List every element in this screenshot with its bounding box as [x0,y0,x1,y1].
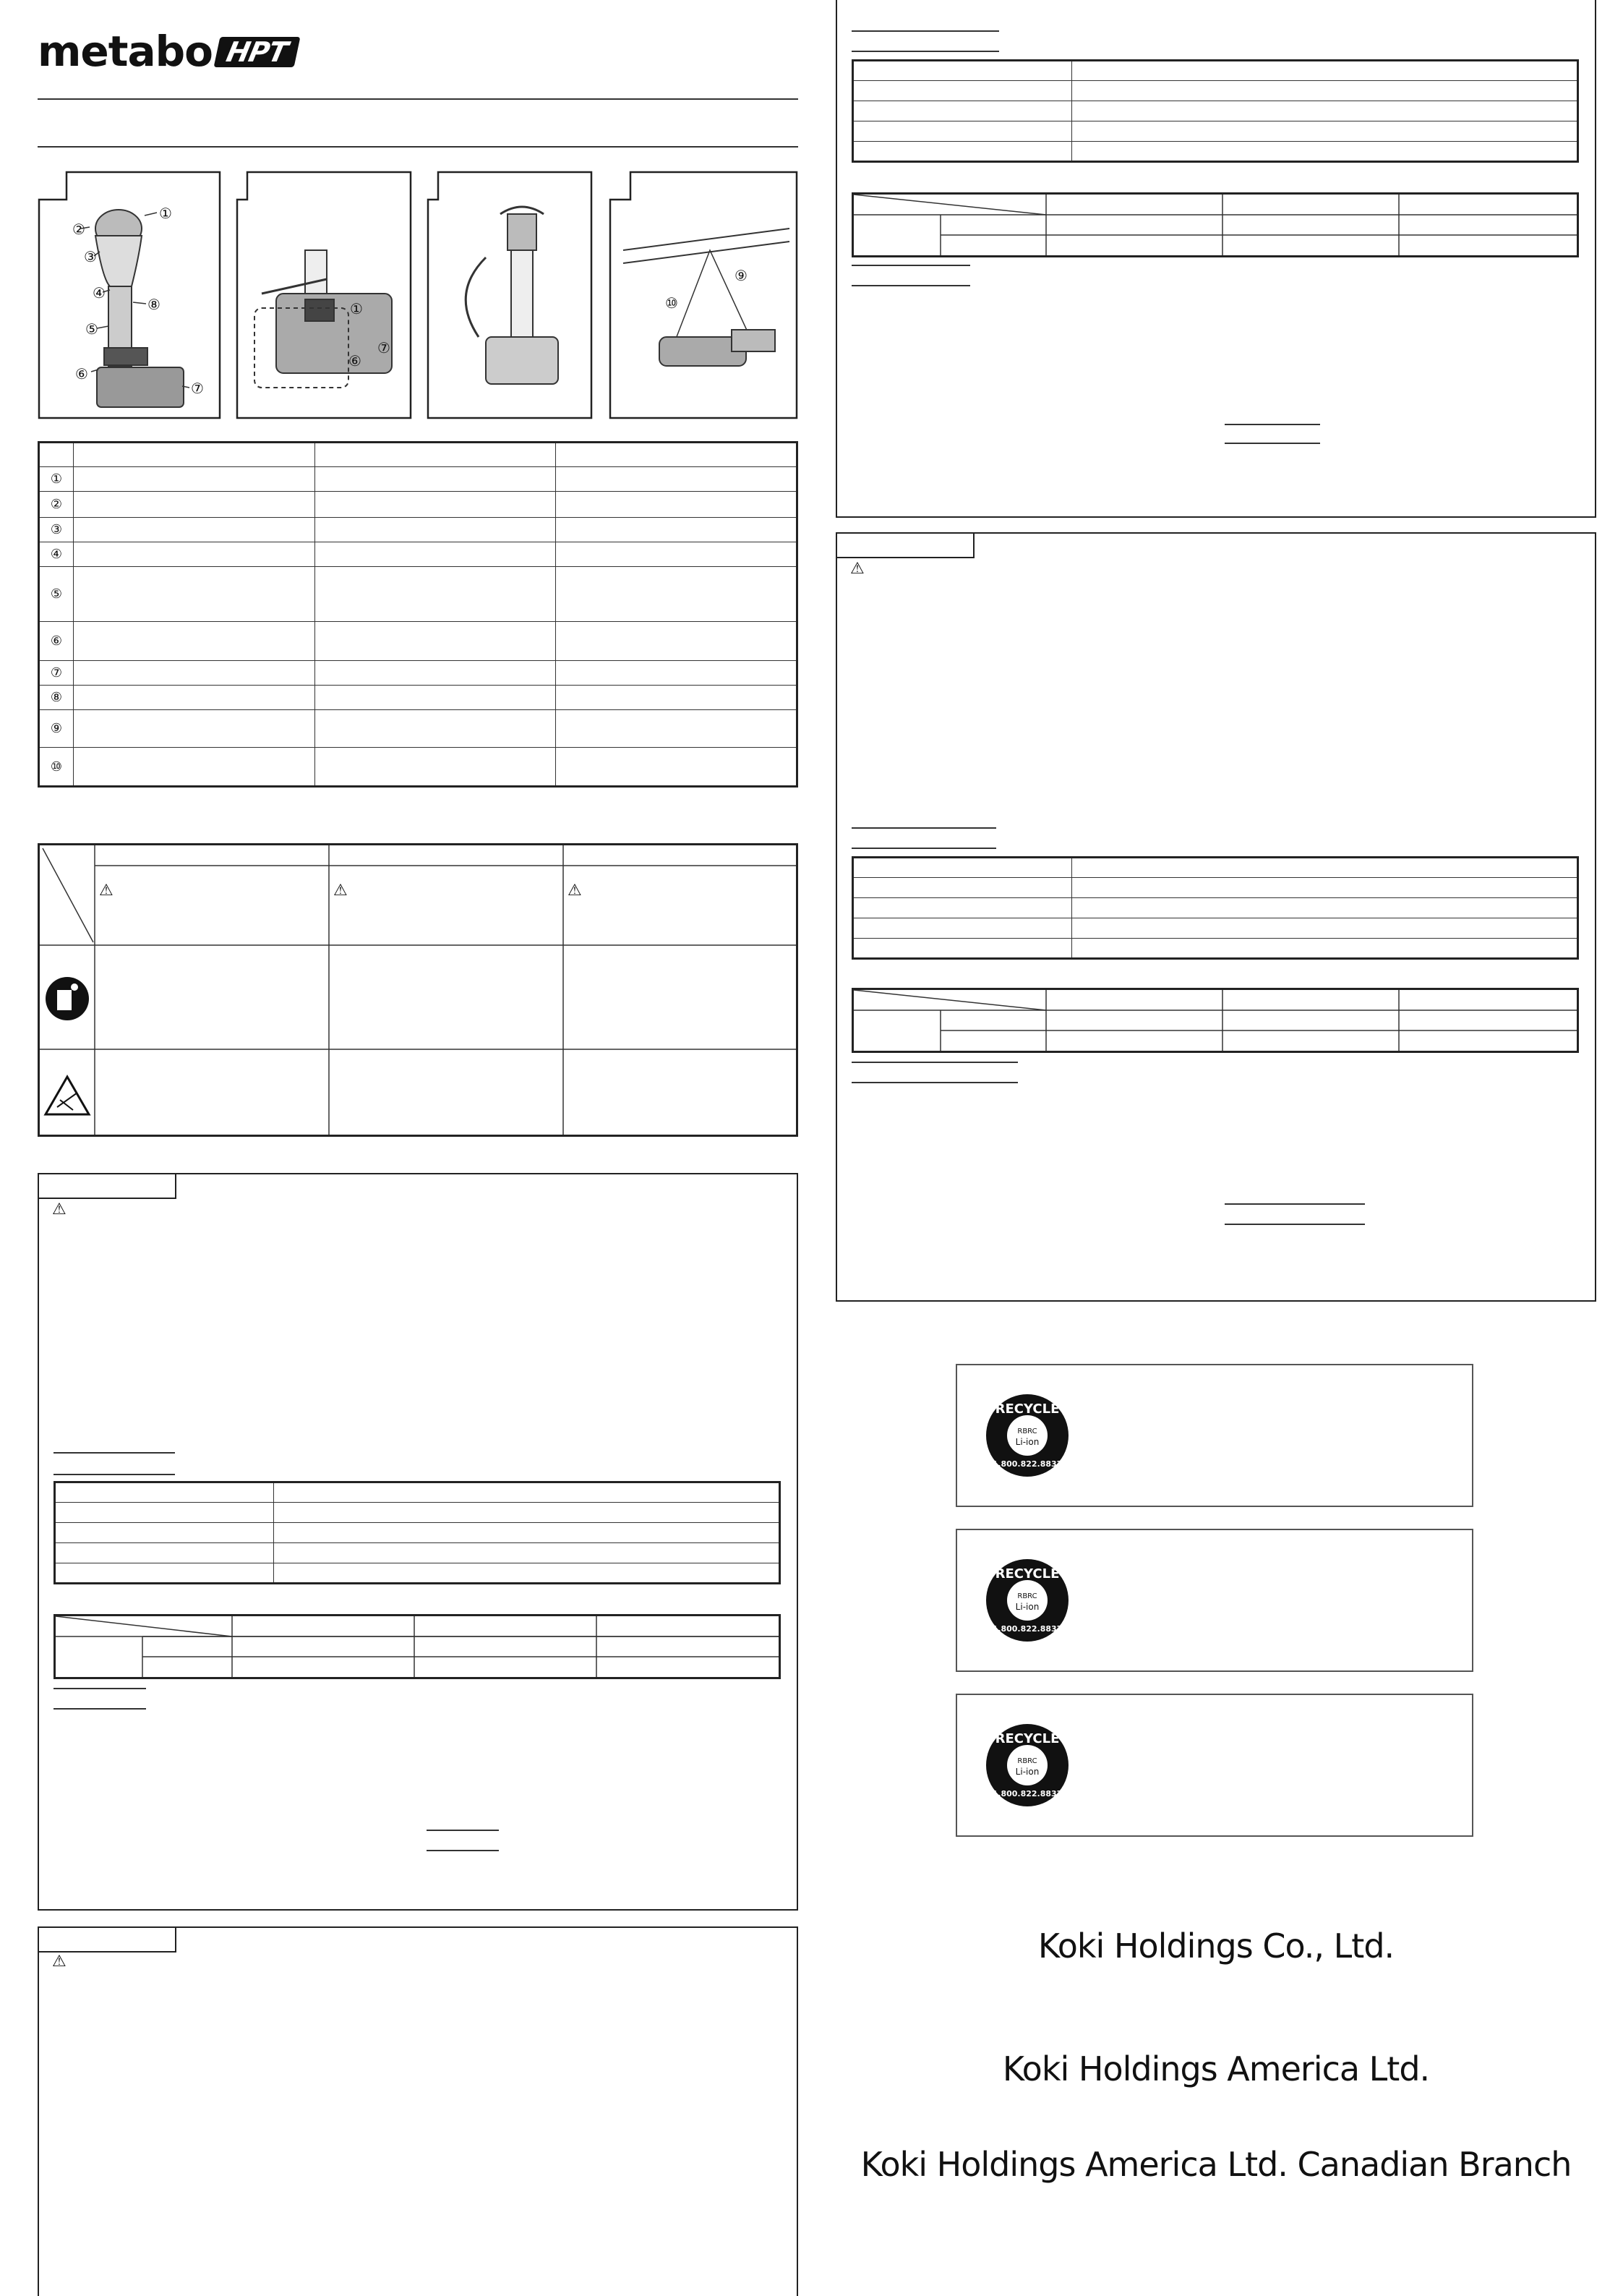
part-number-10: ⑩ [39,748,74,787]
fig2-callout-7: ⑦ [377,339,390,357]
underline [852,827,996,829]
runtime-table [852,988,1579,1053]
part-number-7: ⑦ [39,661,74,686]
company-name-1: Koki Holdings Co., Ltd. [1037,1926,1395,1966]
underline [852,1062,1018,1063]
underline [852,30,999,32]
part-number-8: ⑧ [39,686,74,710]
fig1-callout-4: ④ [93,284,106,302]
underline [852,285,970,286]
underline [1225,443,1320,444]
seal-phone-text: 1.800.822.8837 [992,1789,1063,1798]
runtime-table [852,192,1579,257]
fig4-callout-10: ⑩ [665,294,678,312]
fig1-callout-6: ⑥ [75,365,88,383]
underline [852,265,970,266]
warning-icon: ⚠ [850,560,865,578]
seal-center-top-text: RBRC [1017,1592,1037,1600]
part-number-9: ⑨ [39,710,74,748]
fig1-callout-8: ⑧ [147,296,160,313]
seal-phone-text: 1.800.822.8837 [992,1459,1063,1469]
seal-center-top-text: RBRC [1017,1757,1037,1765]
underline [427,1830,499,1831]
warning-icon: ⚠ [333,882,348,900]
fig1-callout-3: ③ [84,248,97,265]
brand-logo [38,27,297,76]
underline [53,1688,146,1689]
fig2-callout-1: ① [350,300,363,317]
header-rule-2 [38,146,798,148]
company-name-3: Koki Holdings America Ltd. Canadian Branch [860,2145,1572,2184]
underline [852,848,996,849]
spec-table [53,1481,781,1584]
part-number-6: ⑥ [39,622,74,661]
fig1-callout-7: ⑦ [191,380,204,397]
rbrc-recycle-seal-icon [985,1393,1070,1478]
warning-icon: ⚠ [99,882,114,900]
symbols-table [38,843,798,1137]
hot-surface-warning-icon [46,1077,89,1114]
figure-4-frame [610,172,797,418]
rbrc-recycle-seal-icon [985,1723,1070,1808]
seal-phone-text: 1.800.822.8837 [992,1624,1063,1634]
section-tab [38,1926,176,1953]
warning-icon: ⚠ [52,1200,67,1219]
underline [852,1082,1018,1083]
company-name-2: Koki Holdings America Ltd. [1002,2049,1430,2088]
part-number-3: ③ [39,518,74,542]
underline [1225,1224,1365,1225]
spec-table [852,59,1579,163]
figure-strip [38,171,798,421]
section-tab [836,532,975,558]
spec-table [852,856,1579,960]
fig2-callout-6: ⑥ [348,352,361,370]
part-number-1: ① [39,467,74,492]
part-number-4: ④ [39,542,74,567]
rbrc-recycle-seal-icon [985,1558,1070,1643]
warning-icon: ⚠ [52,1953,67,1971]
seal-center-text: Li-ion [1015,1437,1040,1447]
underline [53,1474,175,1475]
underline [427,1850,499,1851]
part-number-5: ⑤ [39,567,74,622]
underline [1225,1203,1365,1205]
runtime-table [53,1614,781,1679]
underline [1225,424,1320,425]
underline [53,1708,146,1710]
underline [852,51,999,52]
seal-center-text: Li-ion [1015,1767,1040,1777]
fig1-callout-1: ① [159,205,172,222]
parts-table [38,441,798,788]
brand-name: metabo [38,27,213,76]
fig1-callout-2: ② [72,221,85,238]
section-tab [38,1173,176,1199]
seal-center-top-text: RBRC [1017,1427,1037,1435]
seal-center-text: Li-ion [1015,1602,1040,1612]
seal-top-text: RECYCLE [995,1401,1060,1417]
underline [53,1452,175,1454]
header-rule-1 [38,98,798,100]
part-number-2: ② [39,492,74,518]
brand-sub-badge: HPT [214,37,301,67]
fig4-callout-9: ⑨ [735,267,748,284]
fig1-callout-5: ⑤ [85,320,98,338]
seal-top-text: RECYCLE [995,1731,1060,1746]
info-section-left-2 [38,1926,798,2296]
warning-icon: ⚠ [568,882,582,900]
seal-top-text: RECYCLE [995,1566,1060,1582]
